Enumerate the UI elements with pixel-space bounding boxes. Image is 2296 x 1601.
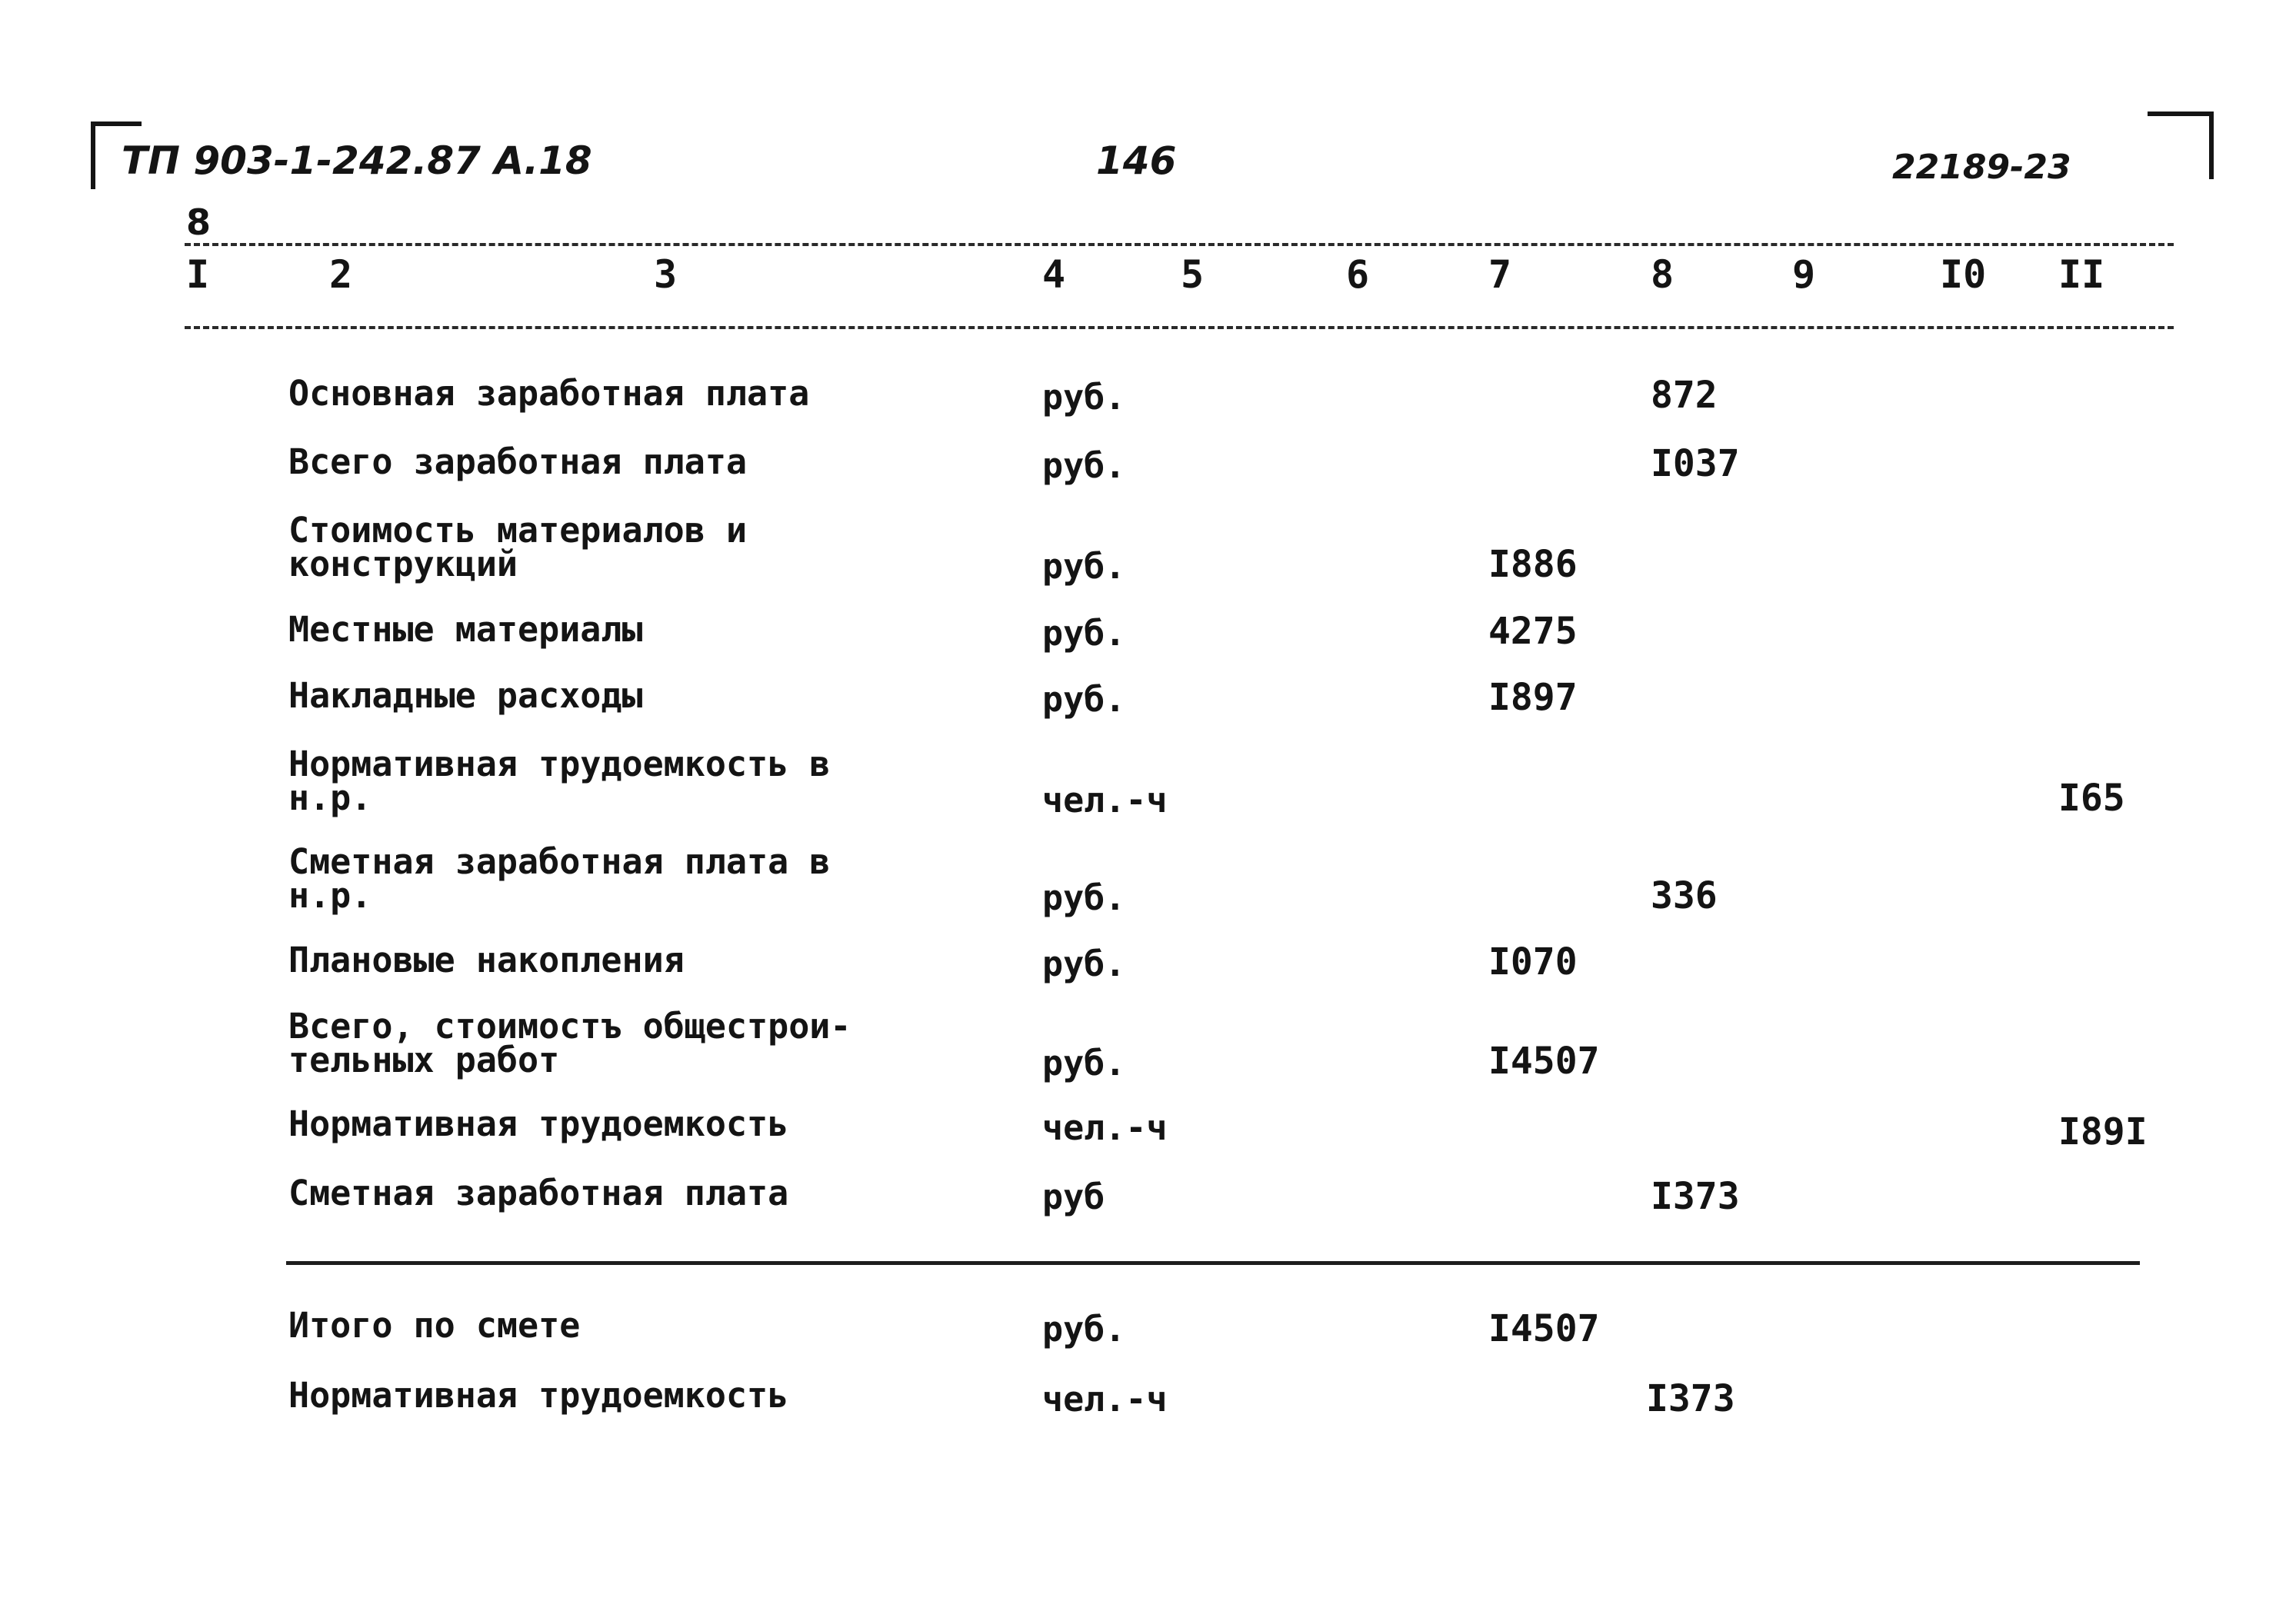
section-number: 8 xyxy=(186,201,212,243)
row-unit: руб. xyxy=(1042,445,1126,486)
row-value: I037 xyxy=(1651,442,1740,485)
row-unit: руб. xyxy=(1042,613,1126,654)
totals-value: I373 xyxy=(1646,1377,1735,1420)
column-number: I0 xyxy=(1940,252,1987,297)
row-value: I65 xyxy=(2058,777,2125,820)
row-value: I4507 xyxy=(1488,1040,1600,1083)
column-number: 8 xyxy=(1651,252,1675,297)
row-unit: руб xyxy=(1042,1177,1105,1217)
row-value: I89I xyxy=(2058,1110,2148,1153)
header-bottom-rule xyxy=(185,326,2174,329)
totals-rule xyxy=(286,1261,2140,1265)
column-number: 6 xyxy=(1346,252,1370,297)
row-label: Нормативная трудоемкость в н.р. xyxy=(288,744,831,818)
row-label: Сметная заработная плата в н.р. xyxy=(288,841,831,916)
column-number: II xyxy=(2058,252,2105,297)
row-label: Нормативная трудоемкость xyxy=(288,1103,789,1144)
column-number: 5 xyxy=(1181,252,1205,297)
sheet-code: 22189-23 xyxy=(1892,148,2071,187)
row-unit: руб. xyxy=(1042,1043,1126,1083)
column-number: I xyxy=(186,252,210,297)
row-unit: руб. xyxy=(1042,877,1126,918)
corner-mark-right xyxy=(2148,112,2214,179)
column-number: 2 xyxy=(329,252,353,297)
row-label: Стоимость материалов и конструкций xyxy=(288,510,748,584)
column-number: 3 xyxy=(654,252,678,297)
row-label: Накладные расходы xyxy=(288,675,643,716)
row-label: Местные материалы xyxy=(288,609,643,650)
totals-unit: чел.-ч xyxy=(1042,1379,1168,1420)
totals-label: Нормативная трудоемкость xyxy=(288,1375,789,1416)
row-unit: руб. xyxy=(1042,377,1126,418)
totals-value: I4507 xyxy=(1488,1307,1600,1350)
row-label: Всего, стоимостъ общестрои-тельных работ xyxy=(288,1006,851,1080)
row-value: 336 xyxy=(1651,874,1718,917)
row-unit: чел.-ч xyxy=(1042,780,1168,820)
totals-label: Итого по смете xyxy=(288,1305,581,1346)
table-top-rule xyxy=(185,243,2174,246)
column-number: 9 xyxy=(1792,252,1816,297)
row-label: Основная заработная плата xyxy=(288,373,810,414)
row-value: 872 xyxy=(1651,374,1718,417)
column-number: 7 xyxy=(1488,252,1512,297)
row-value: 4275 xyxy=(1488,610,1578,653)
totals-unit: руб. xyxy=(1042,1309,1126,1350)
row-value: I886 xyxy=(1488,543,1578,586)
row-label: Сметная заработная плата xyxy=(288,1173,789,1213)
row-unit: руб. xyxy=(1042,944,1126,984)
document-code: ТП 903-1-242.87 А.18 xyxy=(122,138,592,183)
row-label: Всего заработная плата xyxy=(288,441,748,482)
row-value: I897 xyxy=(1488,676,1578,719)
row-unit: руб. xyxy=(1042,679,1126,720)
row-value: I070 xyxy=(1488,940,1578,984)
column-number: 4 xyxy=(1042,252,1066,297)
row-label: Плановые накопления xyxy=(288,940,685,980)
row-unit: руб. xyxy=(1042,546,1126,587)
page-number: 146 xyxy=(1096,138,1177,183)
row-unit: чел.-ч xyxy=(1042,1107,1168,1148)
row-value: I373 xyxy=(1651,1175,1740,1218)
